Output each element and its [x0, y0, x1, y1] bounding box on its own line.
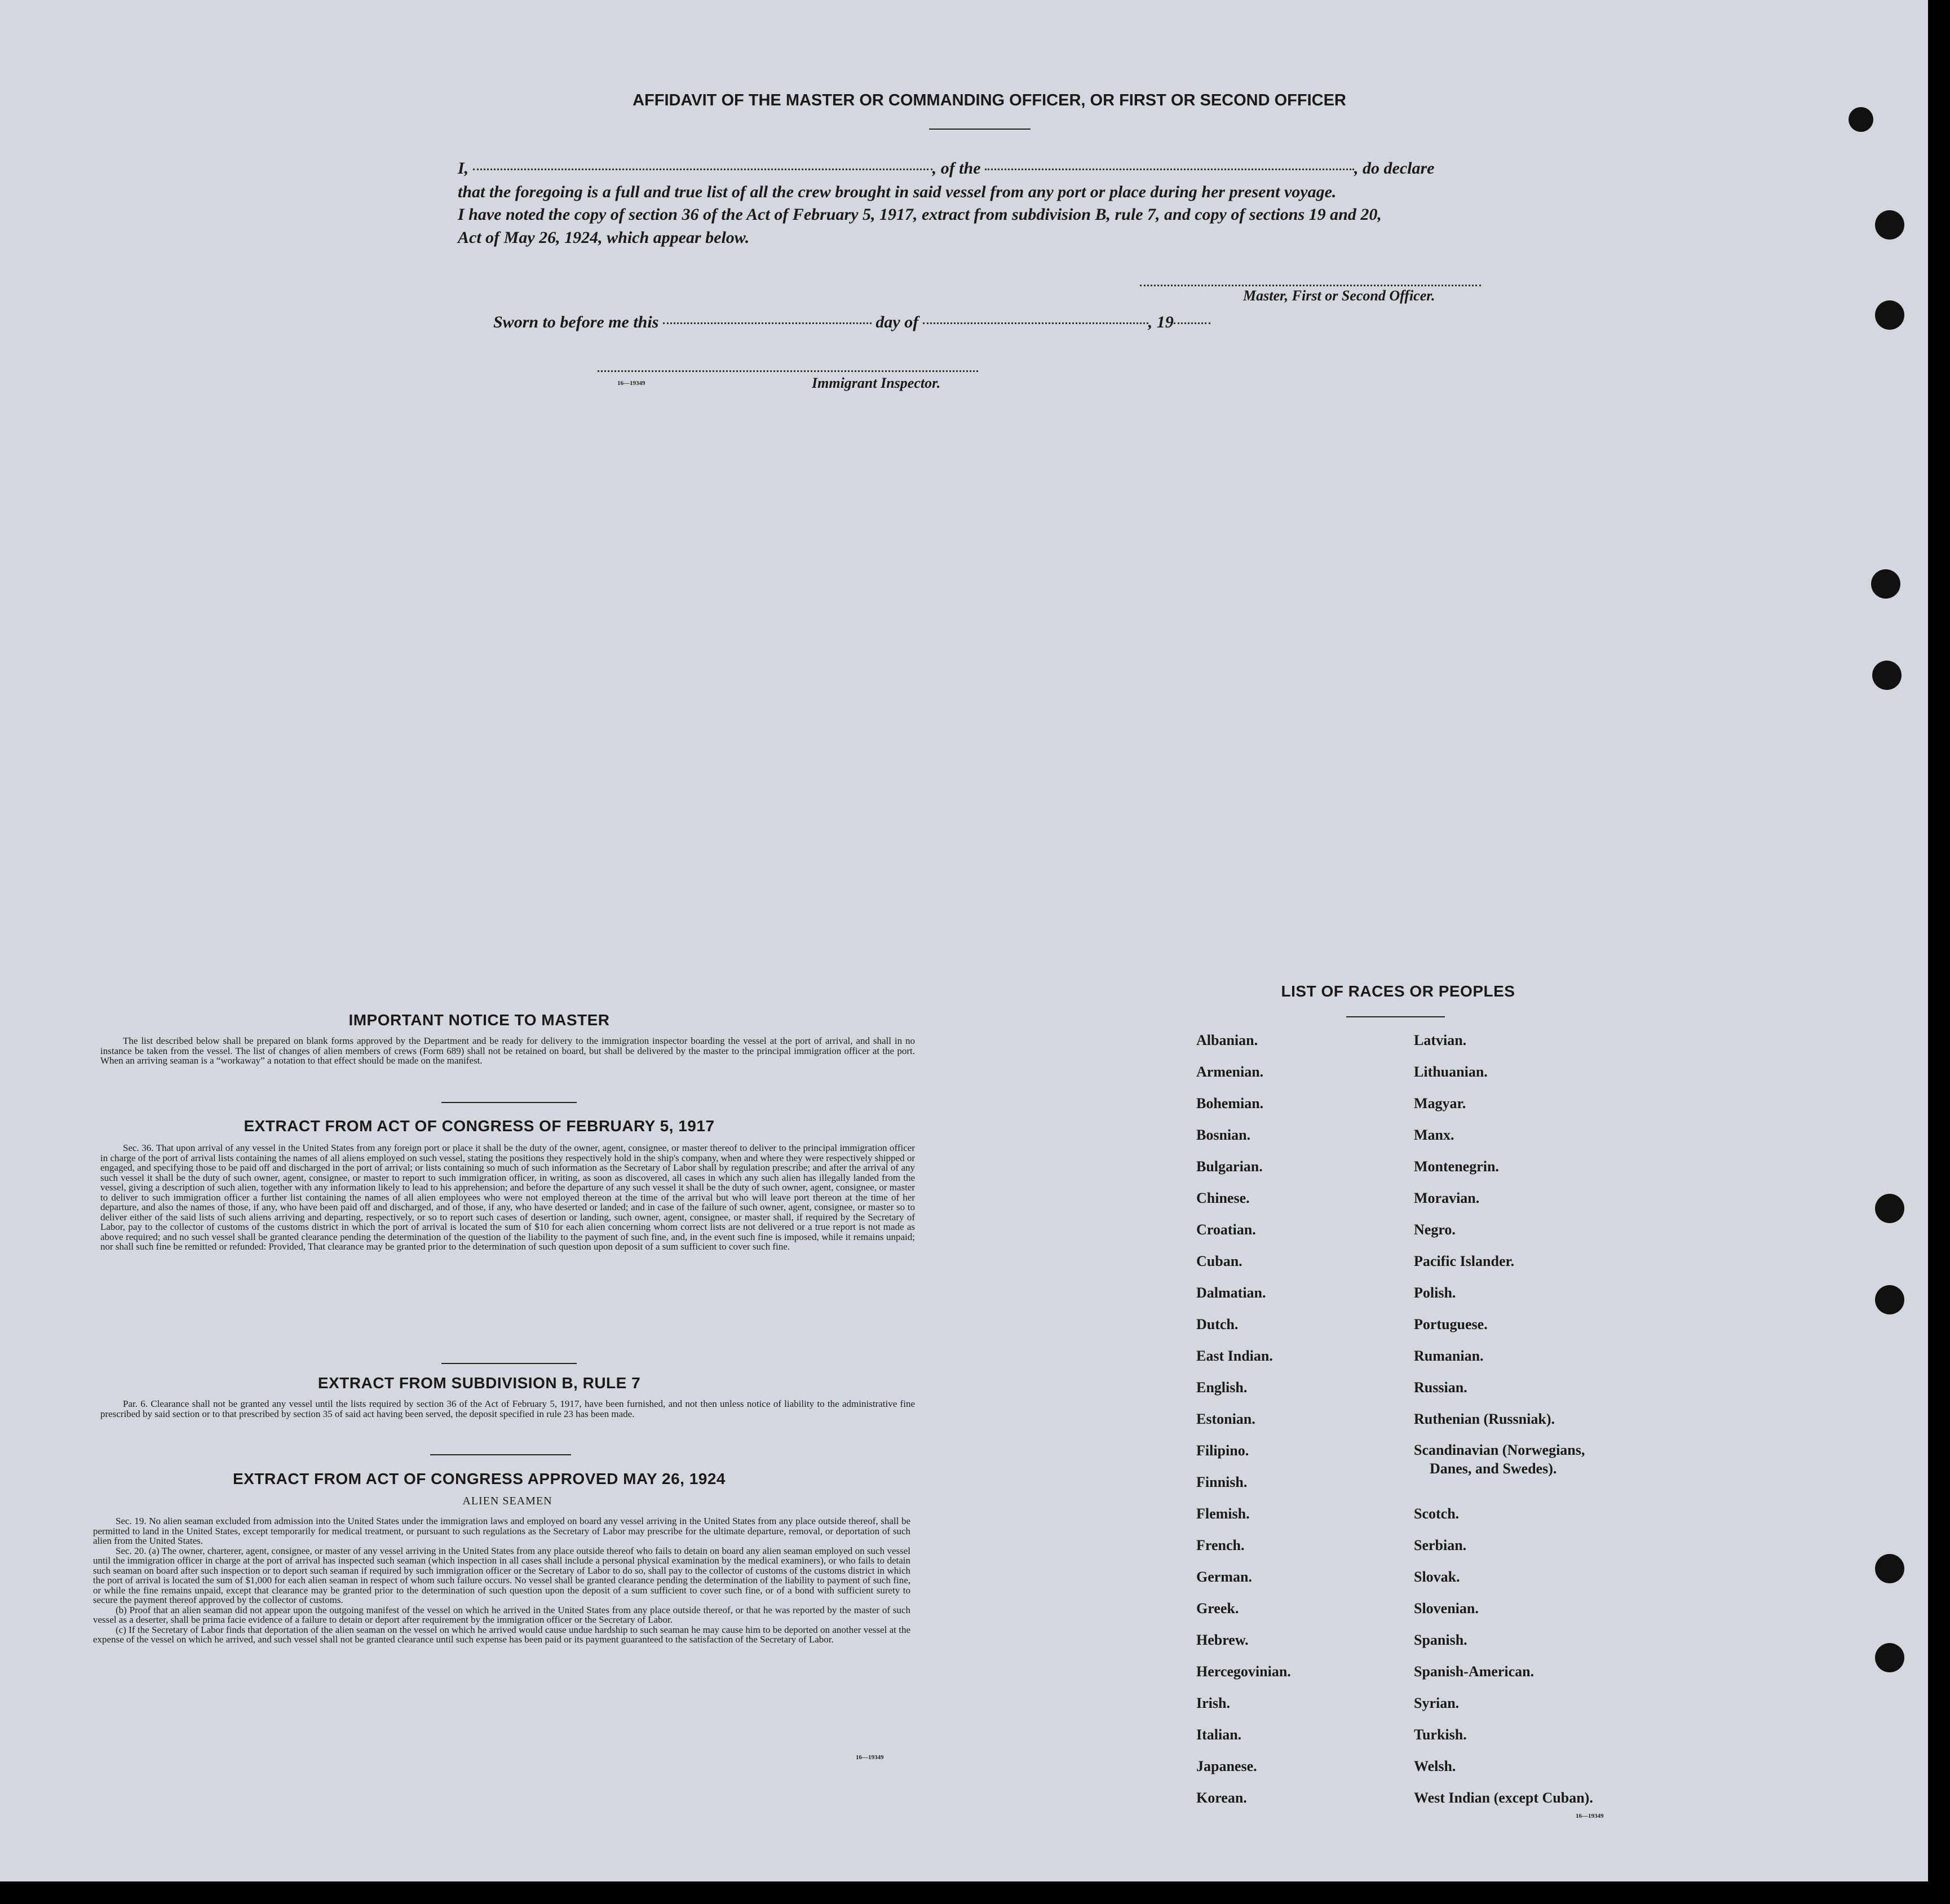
race-item: French. — [1196, 1537, 1245, 1553]
race-item: Dutch. — [1196, 1316, 1239, 1332]
punch-hole — [1875, 1643, 1904, 1672]
inspector-label: Immigrant Inspector. — [812, 375, 941, 391]
race-item: Montenegrin. — [1414, 1158, 1499, 1175]
punch-hole — [1875, 1554, 1904, 1583]
affidavit-i: I, — [458, 159, 469, 178]
punch-hole — [1872, 661, 1902, 690]
race-item: Lithuanian. — [1414, 1064, 1488, 1080]
race-item: Magyar. — [1414, 1095, 1466, 1112]
race-item: Welsh. — [1414, 1758, 1456, 1774]
race-item: Spanish. — [1414, 1632, 1467, 1648]
race-item: Estonian. — [1196, 1411, 1255, 1427]
race-item: Korean. — [1196, 1790, 1247, 1806]
form-number: 16—19349 — [617, 380, 645, 387]
race-item: Polish. — [1414, 1285, 1456, 1301]
section-rule — [430, 1454, 571, 1455]
race-item: Slovak. — [1414, 1569, 1460, 1585]
race-item: Russian. — [1414, 1379, 1467, 1396]
sworn-line — [493, 313, 1311, 332]
race-item: Dalmatian. — [1196, 1285, 1266, 1301]
race-item: Manx. — [1414, 1127, 1454, 1143]
race-item: Scandinavian (Norwegians, — [1414, 1442, 1585, 1458]
master-label: Master, First or Second Officer. — [1243, 287, 1435, 304]
punch-hole — [1875, 300, 1904, 330]
sec20c-paragraph: (c) If the Secretary of Labor finds that deportation of the alien seaman on the vessel on which he arrived would cause undue hardship to such seaman he may cause him to be deported on another vessel at the expense of the vessel on which he arrived, and such vessel shall not be granted clearance until such expense has been paid or its payment guaranteed to the satisfaction of the Secretary of Labor. — [93, 1624, 910, 1645]
race-item: Bulgarian. — [1196, 1158, 1263, 1175]
inspector-signature-line[interactable] — [598, 370, 978, 372]
notice-title: IMPORTANT NOTICE TO MASTER — [348, 1011, 610, 1029]
sworn-prefix: Sworn to before me this — [493, 313, 659, 331]
affidavit-of-the: , of the — [932, 159, 981, 178]
punch-hole — [1875, 1194, 1904, 1223]
race-item: Cuban. — [1196, 1253, 1242, 1269]
race-item: Armenian. — [1196, 1064, 1264, 1080]
race-item: Greek. — [1196, 1600, 1239, 1617]
extract-1917-title: EXTRACT FROM ACT OF CONGRESS OF FEBRUARY 5, 1917 — [244, 1117, 715, 1135]
race-item: Turkish. — [1414, 1726, 1467, 1743]
race-item: Chinese. — [1196, 1190, 1250, 1206]
race-item: Spanish-American. — [1414, 1663, 1535, 1680]
race-item: Danes, and Swedes). — [1430, 1460, 1557, 1477]
rule7-text — [100, 1399, 915, 1419]
master-signature-line[interactable] — [1140, 285, 1481, 286]
race-item: Scotch. — [1414, 1506, 1460, 1522]
races-title-rule — [1346, 1016, 1445, 1017]
affidavit-do-declare: , do declare — [1354, 159, 1435, 178]
race-item: Bosnian. — [1196, 1127, 1251, 1143]
race-item: Albanian. — [1196, 1032, 1258, 1048]
form-number: 16—19349 — [856, 1754, 884, 1761]
affidavit-line1 — [458, 159, 1506, 178]
race-item: Pacific Islander. — [1414, 1253, 1515, 1269]
sec20b-paragraph: (b) Proof that an alien seaman did not appear upon the outgoing manifest of the vessel on which he arrived in the United States from any place outside thereof, or that he was reported by the master of such vessel as a deserter, shall be prima facie evidence of a failure to detain or deport after requirement by the immigration officer or the Secretary of Labor. — [93, 1604, 910, 1625]
affidavit-line2: that the foregoing is a full and true list of all the crew brought in said vessel from any port or place during her present voyage. — [458, 183, 1337, 201]
races-title: LIST OF RACES OR PEOPLES — [1281, 982, 1515, 1000]
race-item: German. — [1196, 1569, 1252, 1585]
extract-1924-text — [93, 1516, 910, 1645]
race-item: East Indian. — [1196, 1348, 1273, 1364]
races-column-2 — [1414, 1025, 1593, 1814]
punch-hole — [1849, 107, 1873, 132]
punch-hole — [1875, 210, 1904, 240]
sec20a-paragraph: Sec. 20. (a) The owner, charterer, agent, consignee, or master of any vessel arriving in the United States from any place outside thereof who fails to detain on board any alien seaman employed on such vessel until the immigration officer in charge at the port of arrival has inspected such seaman (which inspection in all cases shall include a personal physical examination by the medical examiners), or who fails to detain such seaman on board after such inspection or to deport such seaman if required by such immigration officer or the Secretary of Labor to do so, shall pay to the collector of customs of the customs district in which the port of arrival is located the sum of $1,000 for each alien seaman in respect of whom such failure occurs. No vessel shall be granted clearance pending the determination of the liability to payment of such fine, or while the fine remains unpaid, except that clearance may be granted prior to the determination of such question upon the deposit of a sum sufficient to cover such fine, or of a bond with sufficient surety to secure the payment thereof approved by the collector of customs. — [93, 1545, 910, 1605]
race-item: Moravian. — [1414, 1190, 1480, 1206]
vessel-blank[interactable] — [985, 169, 1354, 170]
punch-hole — [1871, 569, 1900, 599]
race-item: Portuguese. — [1414, 1316, 1488, 1332]
form-number: 16—19349 — [1576, 1813, 1604, 1819]
rule7-paragraph: Par. 6. Clearance shall not be granted any vessel until the lists required by section 36 of the Act of February 5, 1917, have been furnished, and not then unless notice of liability to the administrative fine prescribed by said section or to that prescribed by section 35 of said act having been served, the deposit specified in rule 23 has been made. — [100, 1398, 915, 1419]
race-item: Bohemian. — [1196, 1095, 1264, 1112]
affidavit-title: AFFIDAVIT OF THE MASTER OR COMMANDING OFFICER, OR FIRST OR SECOND OFFICER — [633, 91, 1346, 109]
title-rule — [929, 129, 1031, 130]
race-item: Filipino. — [1196, 1442, 1249, 1459]
punch-hole — [1875, 1285, 1904, 1314]
race-item: Irish. — [1196, 1695, 1230, 1711]
race-item: Hercegovinian. — [1196, 1663, 1291, 1680]
extract-1924-title: EXTRACT FROM ACT OF CONGRESS APPROVED MAY 26, 1924 — [233, 1470, 726, 1487]
race-item: Latvian. — [1414, 1032, 1467, 1048]
race-item: Syrian. — [1414, 1695, 1460, 1711]
race-item: Japanese. — [1196, 1758, 1257, 1774]
race-item: English. — [1196, 1379, 1248, 1396]
sworn-year: , 19 — [1148, 313, 1174, 331]
race-item: Flemish. — [1196, 1506, 1250, 1522]
alien-seamen-subtitle: ALIEN SEAMEN — [462, 1495, 552, 1507]
race-item: Croatian. — [1196, 1221, 1256, 1238]
section-rule — [441, 1363, 577, 1364]
race-item: Negro. — [1414, 1221, 1456, 1238]
race-item: Finnish. — [1196, 1474, 1248, 1490]
race-item: Italian. — [1196, 1726, 1242, 1743]
extract-1917-paragraph: Sec. 36. That upon arrival of any vessel in the United States from any foreign port or place it shall be the duty of the owner, agent, consignee, or master thereof to deliver to the principal immigration officer in charge of the port of arrival lists containing the names of all aliens employed on such vessel, stating the positions they respectively hold in the ship's company, when and where they were respectively shipped or engaged, and specifying those to be paid off and discharged in the port of arrival; or lists containing so much of such information as the Secretary of Labor shall by regulation prescribe; and after the arrival of any such vessel it shall be the duty of such owner, agent, consignee, or master to report to such immigration officer, in writing, as soon as discovered, all cases in which any such alien has illegally landed from the vessel, giving a description of such alien, together with any information likely to lead to his apprehension; and before the departure of any such vessel it shall be the duty of such owner, agent, consignee, or master to deliver to such immigration officer a further list containing the names of all alien employees who were not employed thereon at the time of the arrival but who will leave port thereon at the time of her departure, and also the names of those, if any, who have been paid off and discharged, and of those, if any, who have deserted or landed; and in case of the failure of such owner, agent, consignee, or master so to deliver either of the said lists of such aliens arriving and departing, respectively, or so to report such cases of desertion or landing, such owner, agent, consignee, or master shall, if required by the Secretary of Labor, pay to the collector of customs of the customs district in which the port of arrival is located the sum of $10 for each alien concerning whom correct lists are not delivered or a true report is not made as above required; and no such vessel shall be granted clearance pending the determination of the question of the liability to the payment of such fine, and, in the event such fine is imposed, while it remains unpaid; nor shall such fine be remitted or refunded: Provided, That clearance may be granted prior to the determination of such question upon deposit of a sum sufficient to cover such fine. — [100, 1143, 915, 1252]
section-rule — [441, 1102, 577, 1103]
race-item: Hebrew. — [1196, 1632, 1249, 1648]
rule7-title: EXTRACT FROM SUBDIVISION B, RULE 7 — [317, 1374, 641, 1392]
race-item: Rumanian. — [1414, 1348, 1484, 1364]
race-item: West Indian (except Cuban). — [1414, 1790, 1593, 1806]
affidavit-line4: Act of May 26, 1924, which appear below. — [458, 228, 750, 247]
sec19-paragraph: Sec. 19. No alien seaman excluded from admission into the United States under the immigration laws and employed on board any vessel arriving in the United States from any place outside thereof, shall be permitted to land in the United States, except temporarily for medical treatment, or pursuant to such regulations as the Secretary of Labor may prescribe for the ultimate departure, removal, or deportation of such alien from the United States. — [93, 1516, 910, 1546]
notice-paragraph: The list described below shall be prepared on blank forms approved by the Department and be ready for delivery to the immigration inspector boarding the vessel at the port of arrival, and shall in no instance be taken from the vessel. The list of changes of alien members of crews (Form 689) shall not be retained on board, but shall be delivered by the master to the principal immigration officer at the port. When an arriving seaman is a “workaway” a notation to that effect should be made on the manifest. — [100, 1035, 915, 1066]
sworn-month-blank[interactable] — [923, 322, 1148, 324]
race-item: Ruthenian (Russniak). — [1414, 1411, 1555, 1427]
extract-1917-text — [100, 1143, 915, 1252]
name-blank[interactable] — [473, 169, 932, 170]
affidavit-line3: I have noted the copy of section 36 of the Act of February 5, 1917, extract from subdivision B, rule 7, and copy of sections 19 and 20, — [458, 205, 1382, 224]
race-item: Slovenian. — [1414, 1600, 1479, 1617]
sworn-day-of: day of — [875, 313, 919, 331]
notice-text — [100, 1036, 915, 1066]
sworn-year-blank[interactable] — [1174, 322, 1210, 324]
race-item: Serbian. — [1414, 1537, 1467, 1553]
races-column-1 — [1196, 1025, 1291, 1814]
sworn-day-blank[interactable] — [663, 322, 872, 324]
